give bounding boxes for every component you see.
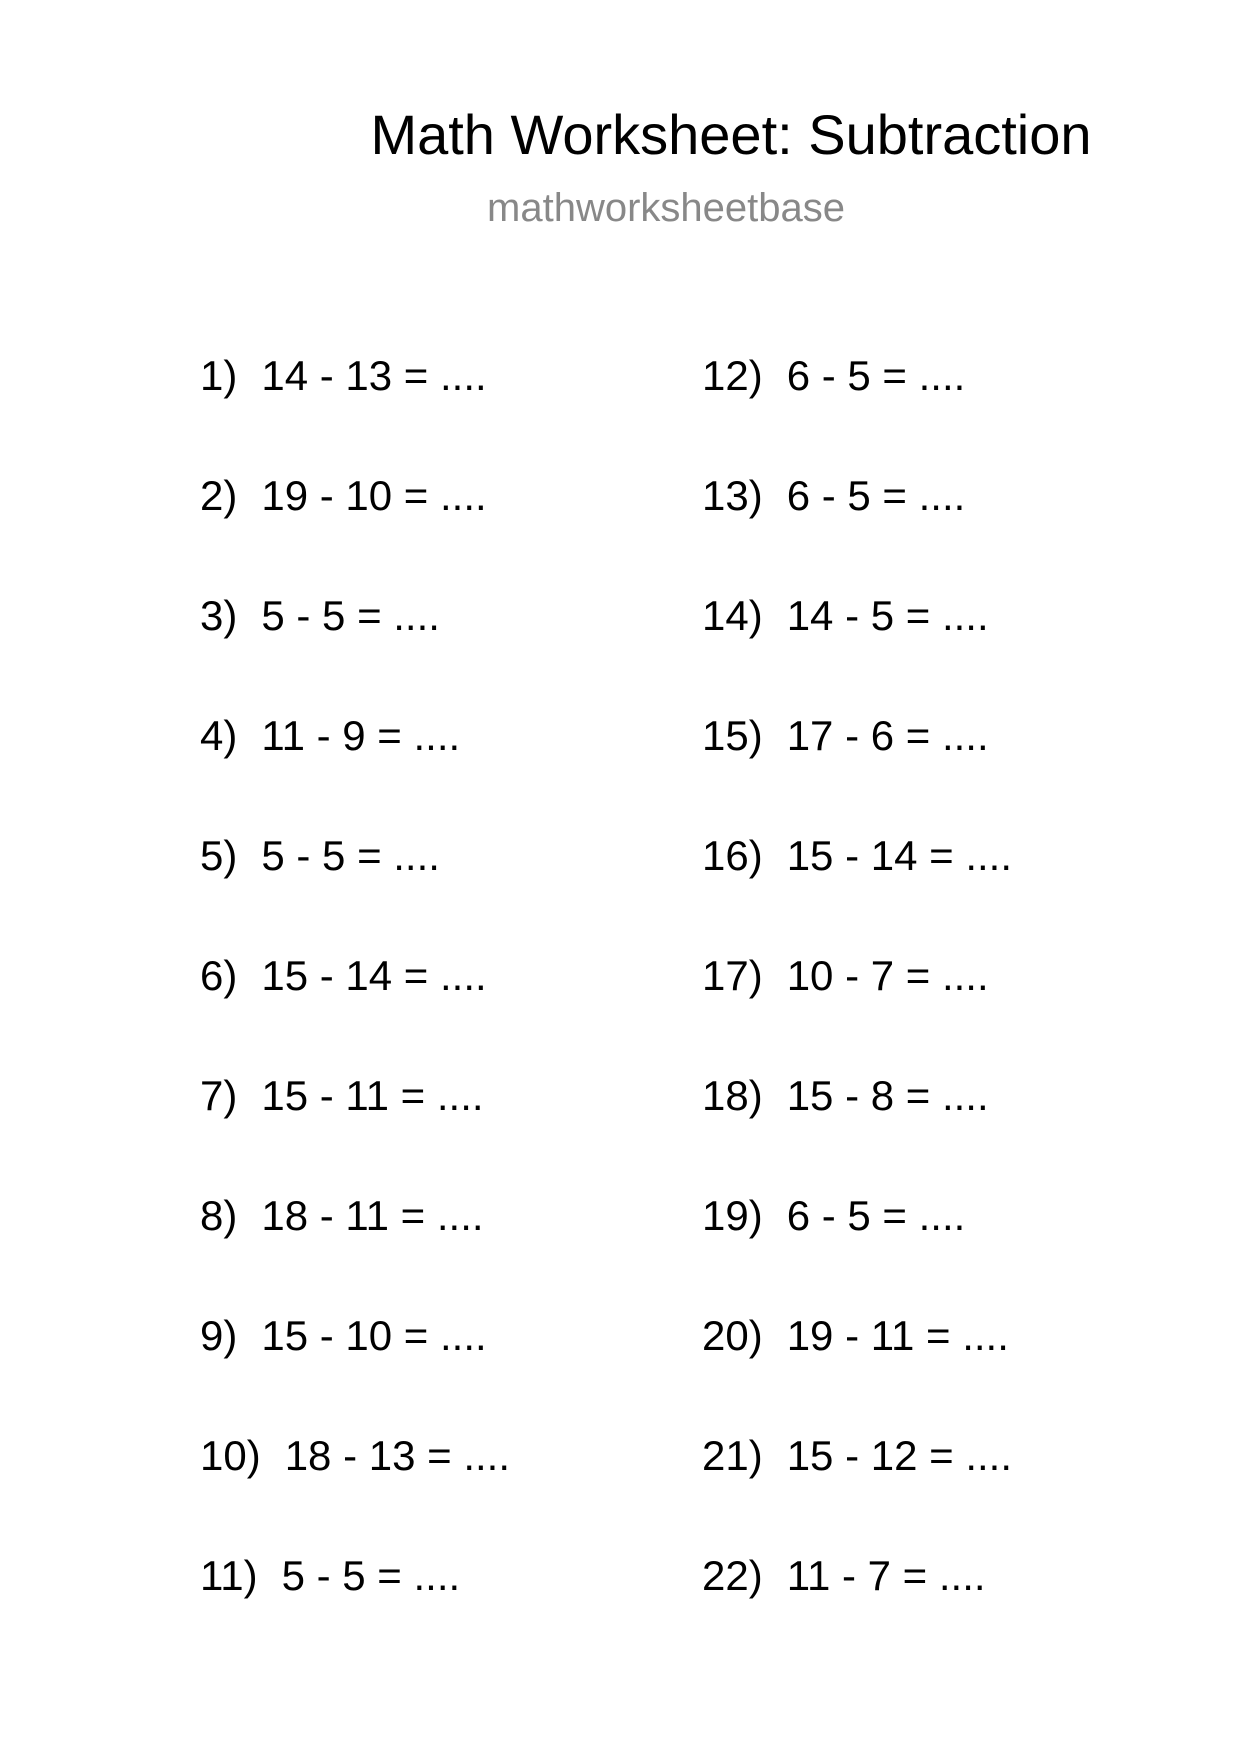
problem-expression: 15 - 10 = .... [261, 1312, 487, 1359]
problem-item [702, 1308, 1012, 1428]
problem-expression: 11 - 7 = .... [786, 1552, 986, 1599]
problem-expression: 18 - 13 = .... [284, 1432, 511, 1479]
problem-expression: 18 - 11 = .... [261, 1192, 484, 1239]
problem-item [702, 1548, 1012, 1668]
problem-expression: 5 - 5 = .... [261, 592, 440, 639]
problem-number: 18) [702, 1072, 763, 1119]
problem-item [200, 948, 510, 1068]
problem-number: 4) [200, 712, 238, 759]
problem-item [200, 588, 510, 708]
problem-number: 7) [200, 1072, 238, 1119]
problem-item [200, 708, 510, 828]
problem-item [702, 828, 1012, 948]
problem-item [200, 468, 510, 588]
problem-number: 10) [200, 1432, 261, 1479]
problem-item [702, 468, 1012, 588]
problem-expression: 14 - 5 = .... [786, 592, 989, 639]
problem-number: 20) [702, 1312, 763, 1359]
problem-number: 14) [702, 592, 763, 639]
problem-item [200, 1188, 510, 1308]
problem-number: 8) [200, 1192, 238, 1239]
problem-number: 13) [702, 472, 763, 519]
problem-expression: 6 - 5 = .... [786, 1192, 966, 1239]
problem-number: 17) [702, 952, 763, 999]
problem-item [702, 348, 1012, 468]
problem-number: 5) [200, 832, 238, 879]
problem-item [702, 1188, 1012, 1308]
problem-expression: 5 - 5 = .... [281, 1552, 461, 1599]
problem-item [702, 588, 1012, 708]
problem-list [0, 348, 1240, 1668]
problem-item [200, 1548, 510, 1668]
problem-expression: 19 - 10 = .... [261, 472, 487, 519]
problem-expression: 10 - 7 = .... [786, 952, 989, 999]
problem-expression: 5 - 5 = .... [261, 832, 440, 879]
problem-column-left [200, 348, 510, 1668]
problem-expression: 15 - 11 = .... [261, 1072, 484, 1119]
problem-item [200, 1428, 510, 1548]
problem-expression: 17 - 6 = .... [786, 712, 989, 759]
problem-column-right [702, 348, 1012, 1668]
problem-expression: 15 - 8 = .... [786, 1072, 989, 1119]
problem-item [200, 1068, 510, 1188]
problem-item [702, 1068, 1012, 1188]
problem-expression: 14 - 13 = .... [261, 352, 487, 399]
problem-number: 9) [200, 1312, 238, 1359]
problem-expression: 15 - 14 = .... [261, 952, 487, 999]
problem-expression: 11 - 9 = .... [261, 712, 461, 759]
problem-item [200, 828, 510, 948]
problem-item [702, 708, 1012, 828]
problem-number: 15) [702, 712, 763, 759]
page-title: Math Worksheet: Subtraction [370, 103, 1092, 166]
problem-number: 22) [702, 1552, 763, 1599]
problem-number: 16) [702, 832, 763, 879]
problem-expression: 15 - 12 = .... [786, 1432, 1013, 1479]
problem-number: 2) [200, 472, 238, 519]
problem-item [702, 1428, 1012, 1548]
problem-item [200, 1308, 510, 1428]
problem-expression: 6 - 5 = .... [786, 472, 966, 519]
problem-item [200, 348, 510, 468]
site-name: mathworksheetbase [487, 186, 845, 230]
problem-item [702, 948, 1012, 1068]
problem-expression: 19 - 11 = .... [786, 1312, 1009, 1359]
problem-number: 1) [200, 352, 238, 399]
problem-number: 12) [702, 352, 763, 399]
problem-expression: 6 - 5 = .... [786, 352, 966, 399]
problem-number: 21) [702, 1432, 763, 1479]
problem-number: 19) [702, 1192, 763, 1239]
problem-number: 11) [200, 1552, 258, 1599]
problem-number: 3) [200, 592, 238, 639]
problem-expression: 15 - 14 = .... [786, 832, 1013, 879]
problem-number: 6) [200, 952, 238, 999]
